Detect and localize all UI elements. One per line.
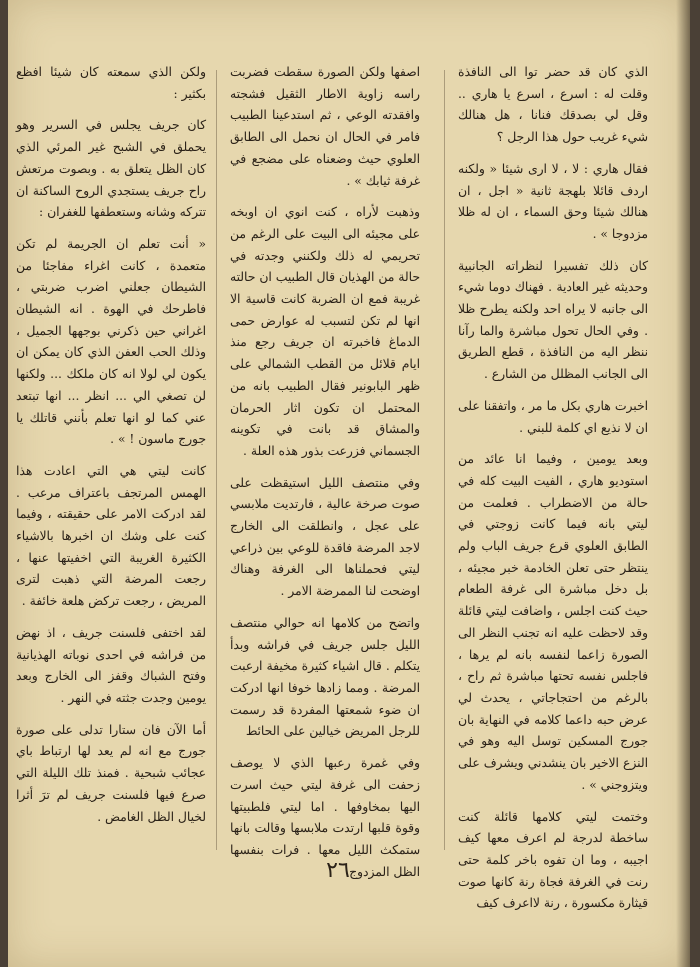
book-page [8, 0, 690, 967]
page-number: ٢٦ [326, 858, 350, 883]
column-left [16, 62, 206, 862]
binding-shadow [676, 0, 690, 967]
column-right [458, 62, 648, 911]
paragraph: وفي منتصف الليل استيقظت على صوت صرخة عالية ، فارتديت ملابسي على عجل ، وانطلقت الى الخارج لاجد المرضة فاقدة للوعي بين ذراعي ليتي فحملناها الى الغرفة وهناك اوضحت لنا الممرضة الامر . [230, 475, 420, 599]
paragraph: « أنت تعلم ان الجريمة لم تكن متعمدة ، كانت اغراء مفاجئا من الشيطان جعلني اضرب ضربتي ، فاطرحك في الهوة . انه الشيطان اغراني حين ذكرني بوجهها الجميل ، وذلك الحب العفن الذي كان يمكن ان يكون لي لولا انه كان ملكك ... ولكنها لن تصغي الي ... انظر ... انها تبتعد عني كما لو انها تعلم بأنني قاتلك يا جورج ماسون ! » . [16, 236, 206, 447]
paragraph: الذي كان قد حضر توا الى النافذة وقلت له : اسرع ، اسرع يا هاري .. وقل لي بصدقك فنانا ، هل هنالك شيء غريب حول هذا الرجل ؟ [458, 65, 648, 145]
paragraph: كانت ليتي هي التي اعادت هذا الهمس المرتجف باعتراف مرعب . لقد ادركت الامر على حقيقته ، وفيما كنت على وشك ان اخبرها بالاشياء الكثيرة الغريبة التي اخفيتها عنها ، رجعت المرضة التي ذهبت لترى المريض ، رجعت تركض هلعة خائفة . [16, 463, 206, 609]
paragraph: وبعد يومين ، وفيما انا عائد من استوديو هاري ، الفيت البيت كله في حالة من الاضطراب . فعلمت من ليتي بانه فيما كانت زوجتي في الطابق العلوي قرع جريف الباب ولم ينتظر حتى تعلن الخادمة خبر مجيئه ، بل دخل مباشرة الى غرفة الطعام حيث كنت اجلس ، واضافت ليتي قائلة وقد لاحظت عليه انه تجنب النظر الى الصورة زاعما لنفسه بانه لم يرها ، فاجلس نفسه تحتها مباشرة ثم راح ، بالرغم من احتجاجاتي ، يحدث لي عرض حبه داعما كلامه في النهاية بان جورج المسكين توسل اليه وهو في النزع الاخير بان ينشدني ويشرف على ويتزوجني » . [458, 452, 648, 792]
paragraph: اخبرت هاري بكل ما مر ، واتفقنا على ان لا نذيع اي كلمة للبني . [458, 398, 648, 435]
paragraph: كان ذلك تفسيرا لنظراته الجانبية وحديثه غير العادية . فهناك دوما شيء الى جانبه لا يراه احد ولكنه يطرح ظلا . وفي الحال تحول مباشرة والما رآنا ننظر اليه من النافذة ، قطع الطريق الى الجانب المظلل من الشارع . [458, 258, 648, 382]
paragraph: وفي غمرة رعبها الذي لا يوصف زحفت الى غرفة ليتي حيث اسرت اليها بمخاوفها . اما ليتي فلطبيتها وقوة قلبها ارتدت ملابسها وقالت بانها ستمكث الليل معها . فرات بنفسها الظل المزدوج [230, 756, 420, 879]
column-divider [216, 70, 217, 850]
paragraph: كان جريف يجلس في السرير وهو يحملق في الشبح غير المرئي الذي كان الظل يتعلق به . وبصوت مرتعش راح جريف يستجدي الروح الساكنة ان تتركه وشانه وستعطفها للغفران : [16, 118, 206, 220]
column-divider [444, 70, 445, 850]
paragraph: فقال هاري : لا ، لا ارى شيئا « ولكنه اردف قائلا بلهجة ثانية « اجل ، ان هنالك شيئا وحق السماء ، ان له ظلا مزدوجا » . [458, 161, 648, 241]
paragraph: اصفها ولكن الصورة سقطت فضربت راسه زاوية الاطار الثقيل فشجته وافقدته الوعي ، ثم استدعينا الطبيب فامر في الحال ان نحمل الى الطابق العلوي حيث وضعناه على مضجع في غرفة ثيابك » . [230, 65, 420, 188]
paragraph: وختمت ليتي كلامها قائلة كنت ساخطة لدرجة لم اعرف معها كيف اجيبه ، وما ان تفوه باخر كلمة حتى رنت في الغرفة فجاة رنة كانها صوت قيثارة مكسورة ، رنة لااعرف كيف [458, 809, 648, 911]
paragraph: أما الآن فان ستارا تدلى على صورة جورج مع انه لم يعد لها ارتباط باي عجائب شبحية . فمنذ تلك الليلة التي صرع فيها فلسنت جريف لم ترَ أثرا لخيال الظل الغامض . [16, 722, 206, 824]
paragraph: واتضح من كلامها انه حوالي منتصف الليل جلس جريف في فراشه وبدأ يتكلم . قال اشياء كثيرة مخيفة ارعبت المرضة . ومما زادها خوفا انها ادركت ان ضوء شمعتها المفردة قد رسمت للرجل المريض خيالين على الحائط [230, 615, 420, 739]
paragraph: لقد اختفى فلسنت جريف ، اذ نهض من فراشه في احدى نوباته الهذيانية وفتح الشباك وقفز الى الخارج وبعد يومين وجدت جثته في النهر . [16, 625, 206, 705]
paragraph: وذهبت لأراه ، كنت انوي ان اوبخه على مجيئه الى البيت على الرغم من تحريمي له ذلك ولكنني وجدته في حالة من الهذيان قال الطبيب ان حالته غريبة فمع ان الضربة كانت قاسية الا انها لم تكن لتسبب له عوارض حمى الدماغ فاخبرته ان جريف رجع منذ ايام قلائل من القطب الشمالي على ظهر البابونير فقال الطبيب بانه من المحتمل ان تكون اثار الحرمان والمشاق قد بانت في تكوينه الجسماني فزرعت بذور هذه العلة . [230, 205, 420, 458]
paragraph: ولكن الذي سمعته كان شيئا افظع بكثير : [16, 65, 206, 101]
